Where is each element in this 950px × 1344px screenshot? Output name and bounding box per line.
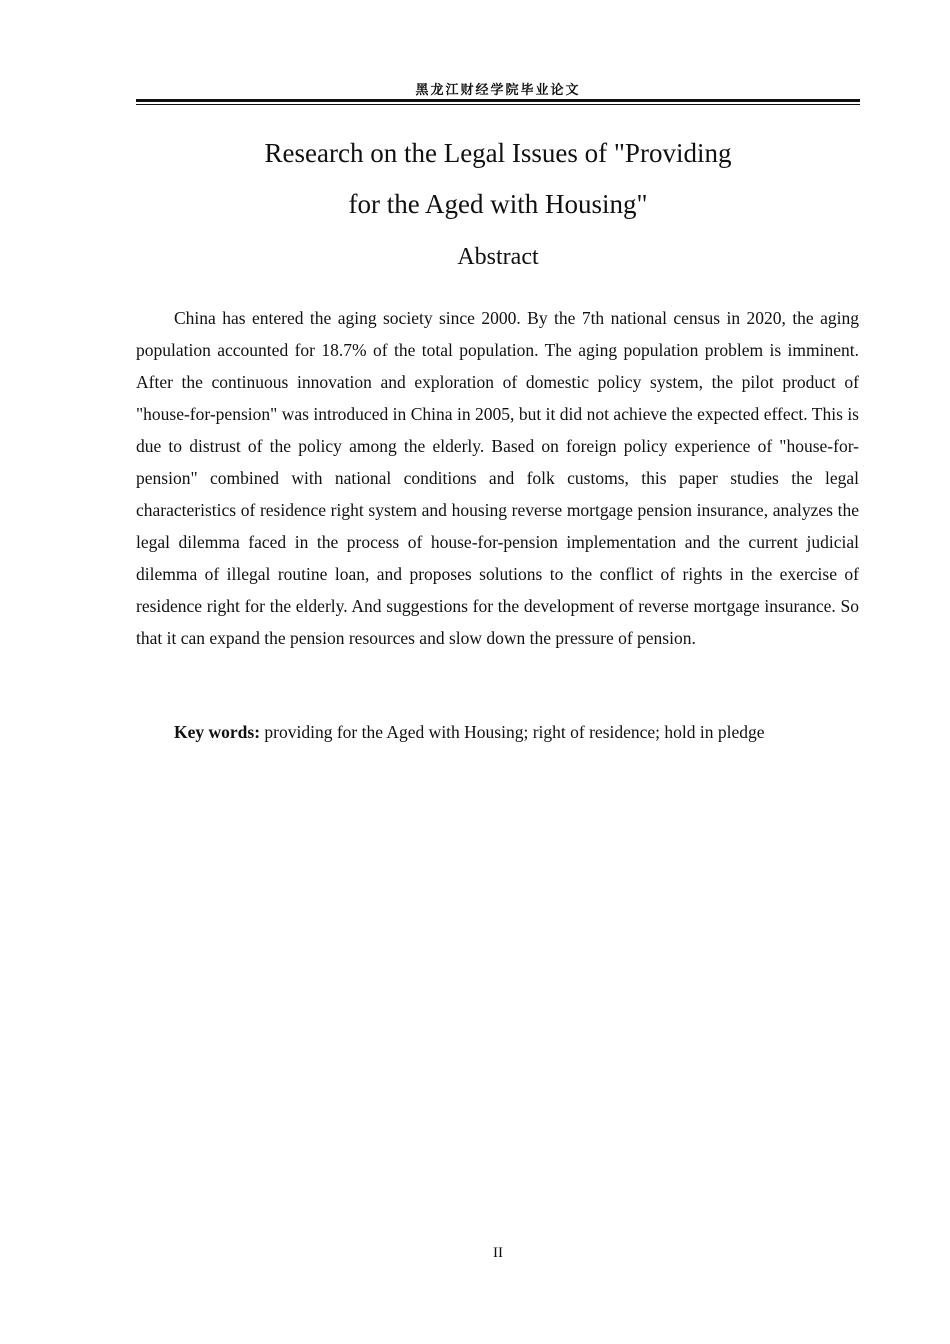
- keywords-label: Key words:: [174, 722, 261, 742]
- paper-title: [136, 128, 860, 230]
- running-header: 黑龙江财经学院毕业论文: [415, 83, 581, 98]
- page-number: II: [493, 1245, 503, 1261]
- keywords-text: providing for the Aged with Housing; right of residence; hold in pledge: [264, 722, 765, 742]
- paper-title-line2: for the Aged with Housing": [348, 189, 648, 219]
- keywords-line: [136, 716, 859, 748]
- header-rule-thin: [136, 104, 860, 105]
- abstract-body: China has entered the aging society since 2000. By the 7th national census in 2020, the aging population accounted for 18.7% of the total population. The aging population problem is imminent. After the continuous innovation and exploration of domestic policy system, the pilot product of "house-for-pension" was introduced in China in 2005, but it did not achieve the expected effect. This is due to distrust of the policy among the elderly. Based on foreign policy experience of "house-for-pension" combined with national conditions and folk customs, this paper studies the legal characteristics of residence right system and housing reverse mortgage pension insurance, analyzes the legal dilemma faced in the process of house-for-pension implementation and the current judicial dilemma of illegal routine loan, and proposes solutions to the conflict of rights in the exercise of residence right for the elderly. And suggestions for the development of reverse mortgage insurance. So that it can expand the pension resources and slow down the pressure of pension.: [136, 308, 859, 648]
- paper-title-line1: Research on the Legal Issues of "Providing: [264, 138, 732, 168]
- header-rule-thick: [136, 99, 860, 102]
- abstract-heading: Abstract: [457, 244, 539, 270]
